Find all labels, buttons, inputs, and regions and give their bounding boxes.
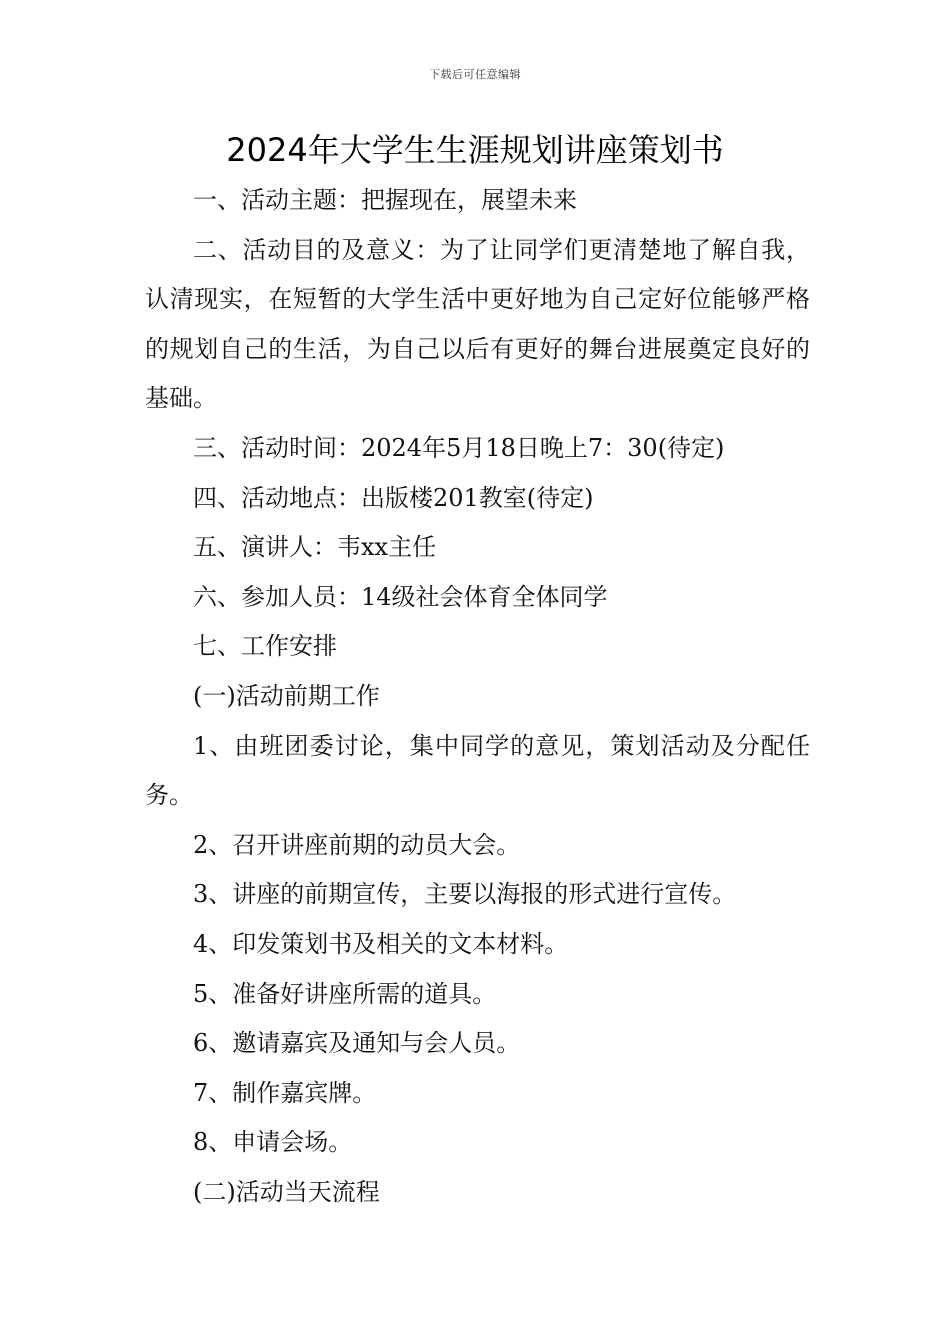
list-item: 5、准备好讲座所需的道具。 bbox=[193, 979, 497, 1008]
section-location: 四、活动地点：出版楼201教室(待定) bbox=[193, 483, 594, 512]
section-participants: 六、参加人员：14级社会体育全体同学 bbox=[193, 582, 608, 611]
subsection-event-day: (二)活动当天流程 bbox=[193, 1177, 380, 1206]
document-body bbox=[145, 176, 810, 1217]
section-theme: 一、活动主题：把握现在，展望未来 bbox=[193, 186, 577, 214]
section-work-arrangement: 七、工作安排 bbox=[193, 632, 337, 661]
list-item: 6、邀请嘉宾及通知与会人员。 bbox=[193, 1029, 521, 1058]
list-item: 2、召开讲座前期的动员大会。 bbox=[193, 830, 521, 859]
list-item: 8、申请会场。 bbox=[193, 1128, 353, 1157]
list-item: 3、讲座的前期宣传，主要以海报的形式进行宣传。 bbox=[193, 880, 737, 909]
list-item: 1、由班团委讨论，集中同学的意见，策划活动及分配任务。 bbox=[145, 731, 810, 810]
section-speaker: 五、演讲人：韦xx主任 bbox=[193, 533, 437, 562]
list-item: 4、印发策划书及相关的文本材料。 bbox=[193, 929, 569, 958]
section-purpose: 二、活动目的及意义：为了让同学们更清楚地了解自我，认清现实，在短暂的大学生活中更好地为自己定好位能够严格的规划自己的生活，为自己以后有更好的舞台进展奠定良好的基础。 bbox=[145, 235, 810, 413]
list-item: 7、制作嘉宾牌。 bbox=[193, 1078, 377, 1107]
header-note: 下载后可任意编辑 bbox=[429, 68, 521, 81]
section-time: 三、活动时间：2024年5月18日晚上7：30(待定) bbox=[193, 433, 725, 462]
subsection-preparation: (一)活动前期工作 bbox=[193, 681, 380, 710]
document-title: 2024年大学生生涯规划讲座策划书 bbox=[226, 131, 724, 169]
